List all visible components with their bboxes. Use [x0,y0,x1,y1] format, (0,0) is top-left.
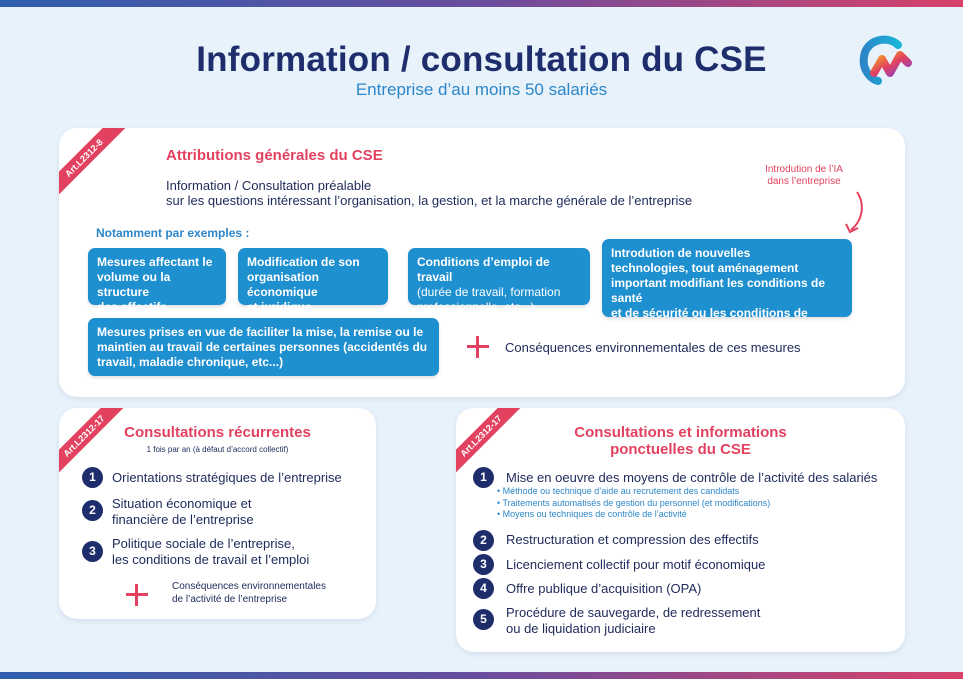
box-line: Modification de son [247,255,360,269]
punctual-card [456,408,905,652]
recurrent-title: Consultations récurrentes [124,424,311,441]
box-effectifs [88,248,226,314]
number-badge: 2 [473,530,494,551]
box-technologies [602,239,852,335]
box-line: organisation économique [247,270,320,299]
number-badge: 3 [473,554,494,575]
ia-note-line1: Introdution de l’IA [765,164,843,175]
box-line: professionnelle, etc...) [417,300,535,314]
recurrent-item [112,496,362,528]
curved-arrow-icon [837,190,867,236]
attributions-title: Attributions générales du CSE [166,147,383,164]
plus-icon [467,336,489,358]
box-line: Introdution de nouvelles [611,246,751,260]
recurrent-item [112,536,372,568]
box-line: et de sécurité ou les conditions de travail [611,306,808,335]
box-line: Mesures prises en vue de faciliter la mise, la remise ou le [97,325,424,339]
number-badge: 2 [82,500,103,521]
box-line: volume ou la structure [97,270,171,299]
box-organisation [238,248,388,314]
punctual-subitem: • Moyens ou techniques de contrôle de l’activité [497,509,687,519]
punctual-subitem: • Méthode ou technique d’aide au recrutement des candidats [497,486,740,496]
box-line: Mesures affectant le [97,255,213,269]
box-line: (durée de travail, formation [417,285,561,299]
cw-logo-icon [858,33,918,91]
box-line: Conditions d’emploi de travail [417,255,550,284]
article-ribbon: Art.L2312-8 [59,128,129,203]
item-line: Procédure de sauvegarde, de redressement [506,605,761,620]
box-line: maintien au travail de certaines personnes (accidentés du [97,340,428,354]
number-badge: 1 [82,467,103,488]
punctual-subitem: • Traitements automatisés de gestion du personnel (et modifications) [497,498,771,508]
box-mesures-maintien [88,318,439,376]
examples-label: Notamment par exemples : [96,226,250,240]
item-line: les conditions de travail et l’emploi [112,552,310,567]
box-line: des effectifs [97,300,168,314]
punctual-item: Restructuration et compression des effectifs [506,532,759,547]
recurrent-frequency: 1 fois par an (à défaut d’accord collectif) [146,445,289,454]
recurrent-card [59,408,376,619]
item-line: Orientations stratégiques de l’entreprise [112,470,342,485]
punctual-item: Mise en oeuvre des moyens de contrôle de l’activité des salariés [506,470,878,485]
number-badge: 5 [473,609,494,630]
ia-note-line2: dans l’entreprise [767,176,841,187]
box-line: travail, maladie chronique, etc...) [97,355,284,369]
article-ribbon: Art.L2312-17 [59,408,129,481]
environment-line: Conséquences environnementales [172,581,326,592]
bottom-gradient-bar [0,672,963,679]
number-badge: 3 [82,541,103,562]
attributions-card [59,128,905,397]
item-line: Situation économique et [112,496,252,511]
environment-consequences: Conséquences environnementales de ces mesures [505,340,801,355]
top-gradient-bar [0,0,963,7]
punctual-item: Licenciement collectif pour motif économique [506,557,766,572]
ia-note [749,164,859,188]
environment-line: de l’activité de l’entreprise [172,594,288,605]
page-subtitle: Entreprise d’au moins 50 salariés [355,80,608,99]
item-line: financière de l’entreprise [112,512,254,527]
consultation-description: sur les questions intéressant l’organisation, la gestion, et la marche générale de l’entreprise [166,193,693,208]
punctual-item: Offre publique d’acquisition (OPA) [506,581,702,596]
punctual-title [456,424,905,458]
title-line: Consultations et informations [574,424,787,441]
punctual-item [506,605,896,637]
consultation-heading: Information / Consultation préalable [166,178,372,193]
number-badge: 1 [473,467,494,488]
number-badge: 4 [473,578,494,599]
title-line: ponctuelles du CSE [610,441,751,458]
item-line: ou de liquidation judiciaire [506,621,656,636]
box-conditions-emploi [408,248,590,314]
plus-icon [126,584,148,606]
page-title: Information / consultation du CSE [196,40,767,79]
box-line: important modifiant les conditions de santé [611,276,826,305]
item-line: Politique sociale de l’entreprise, [112,536,295,551]
recurrent-item [112,470,362,486]
article-ribbon: Art.L2312-17 [456,408,526,481]
recurrent-environment [172,580,326,606]
box-line: et juridique [247,300,312,314]
box-line: technologies, tout aménagement [611,261,799,275]
